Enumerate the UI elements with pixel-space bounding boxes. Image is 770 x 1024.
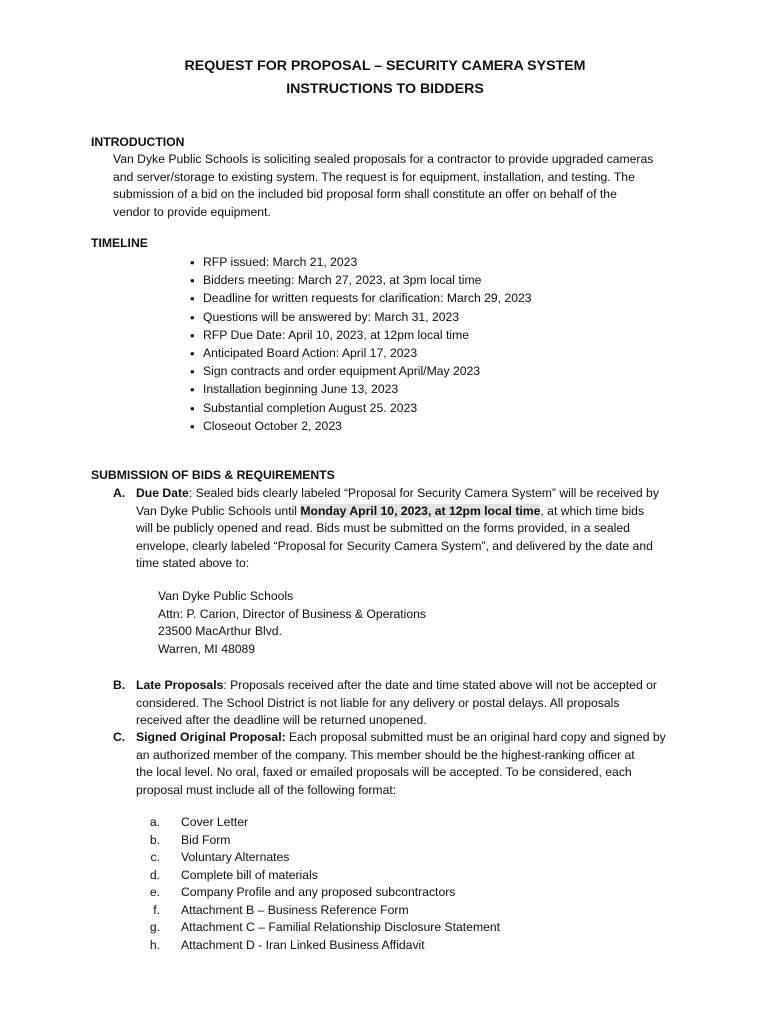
item-c-line: an authorized member of the company. This member should be the highest-ranking officer at [136, 747, 635, 762]
intro-line: submission of a bid on the included bid proposal form shall constitute an offer on behalf of the [113, 187, 617, 201]
item-c-text: Each proposal submitted must be an original hard copy and signed by [285, 730, 666, 744]
item-c-line: the local level. No oral, faxed or emailed proposals will be accepted. To be considered, each [136, 765, 632, 779]
timeline-item: • Substantial completion August 25. 2023 [190, 400, 532, 418]
address-line: 23500 MacArthur Blvd. [158, 624, 282, 638]
timeline-item: • Bidders meeting: March 27, 2023, at 3pm local time [190, 272, 532, 290]
item-b-line: received after the deadline will be returned unopened. [136, 713, 427, 727]
timeline-item: • Sign contracts and order equipment April/May 2023 [190, 363, 532, 381]
item-b-paragraph [136, 677, 657, 730]
item-a-text: , at which time bids [540, 503, 645, 518]
item-a-label: Due Date [136, 486, 189, 500]
address-line: Attn: P. Carion, Director of Business & Operations [158, 606, 427, 621]
timeline-item: • Questions will be answered by: March 31, 2023 [190, 309, 532, 327]
timeline-item: • Closeout October 2, 2023 [190, 418, 532, 436]
item-a-paragraph [136, 485, 659, 573]
introduction-heading: INTRODUCTION [91, 135, 185, 149]
item-a-text: : Sealed bids clearly labeled “Proposal for Security Camera System” will be received by [188, 486, 659, 500]
item-a-line: envelope, clearly labeled “Proposal for Security Camera System”, and delivered by the date and [136, 538, 653, 553]
timeline-item: • Installation beginning June 13, 2023 [190, 381, 532, 399]
timeline-item: • Anticipated Board Action: April 17, 2023 [190, 345, 532, 363]
item-c-line: proposal must include all of the following format: [136, 782, 397, 797]
intro-line: and server/storage to existing system. The request is for equipment, installation, and testing. The [113, 169, 635, 184]
mailing-address [158, 588, 426, 658]
item-a-text: Van Dyke Public Schools until [136, 503, 301, 518]
item-c-label: Signed Original Proposal: [136, 730, 286, 744]
item-b-text: : Proposals received after the date and time stated above will not be accepted or [223, 678, 657, 692]
introduction-paragraph [113, 151, 653, 221]
timeline-list [190, 254, 532, 436]
timeline-item: • RFP issued: March 21, 2023 [190, 254, 532, 272]
timeline-item: • RFP Due Date: April 10, 2023, at 12pm local time [190, 327, 532, 345]
item-a-line: time stated above to: [136, 556, 250, 570]
item-c-letter: C. [113, 730, 126, 744]
timeline-item: • Deadline for written requests for clarification: March 29, 2023 [190, 290, 532, 308]
address-line: Warren, MI 48089 [158, 641, 256, 656]
submission-heading: SUBMISSION OF BIDS & REQUIREMENTS [91, 468, 335, 482]
document-page: REQUEST FOR PROPOSAL – SECURITY CAMERA SYSTEM INSTRUCTIONS TO BIDDERS INTRODUCTION Van Dyke Public Schools is soliciting sealed proposals for a contractor to provide upgraded cameras and server/storage to existing system. The request is for equipment, installation, and testing. The submission of a bid on the included bid proposal form shall constitute an offer on behalf of the vendor to provide equipment. TIMELINE • RFP issued: March 21, 2023 • Bidders meeting: March 27, 2023, at 3pm local time • Deadline for written requests for clarification: March 29, 2023 • Questions will be answered by: March 31, 2023 • RFP Due Date: April 10, 2023, at 12pm local time • Anticipated Board Action: April 17, 2023 • Sign contracts and order equipment April/May 2023 • Installation beginning June 13, 2023 • Substantial completion August 25. 2023 • Closeout October 2, 2023 SUBMISSION OF BIDS & REQUIREMENTS A. Due Date: Sealed bids clearly labeled “Proposal for Security Camera System” will be received by Van Dyke Public Schools until Monday April 10, 2023, at 12pm local time, at which time bids will be publicly opened and read. Bids must be submitted on the forms provided, in a sealed envelope, clearly labeled “Proposal for Security Camera System”, and delivered by the date and time stated above to: Van Dyke Public Schools Attn: P. Carion, Director of Business & Operations 23500 MacArthur Blvd. Warren, MI 48089 B. Late Proposals: Proposals received after the date and time stated above will not be accepted or considered. The School District is not liable for any delivery or postal delays. All proposals received after the deadline will be returned unopened. C. Signed Original Proposal: Each proposal submitted must be an original hard copy and signed by an authorized member of the company. This member should be the highest-ranking officer at the local level. No oral, faxed or emailed proposals will be accepted. To be considered, each proposal must include all of the following format: a. Cover Letter b. Bid Form c. Voluntary Alternates d. Complete bill of materials e. Company Profile and any proposed subcontractors f. Attachment B – Business Reference Form g. Attachment C – Familial Relationship Disclosure Statement h. Attachment D - Iran Linked Business Affidavit [0, 0, 770, 1024]
item-b-label: Late Proposals [136, 678, 224, 692]
item-a-letter: A. [113, 486, 126, 500]
item-b-line: considered. The School District is not liable for any delivery or postal delays. All proposals [136, 695, 620, 710]
document-title: REQUEST FOR PROPOSAL – SECURITY CAMERA SYSTEM [184, 58, 586, 74]
item-c-paragraph [136, 729, 666, 799]
address-line: Van Dyke Public Schools [158, 589, 294, 603]
intro-line: Van Dyke Public Schools is soliciting sealed proposals for a contractor to provide upgraded cameras [113, 152, 654, 166]
timeline-heading: TIMELINE [91, 236, 148, 250]
intro-line: vendor to provide equipment. [113, 204, 271, 219]
item-b-letter: B. [113, 678, 126, 692]
item-a-line: will be publicly opened and read. Bids must be submitted on the forms provided, in a sealed [136, 521, 630, 535]
document-subtitle: INSTRUCTIONS TO BIDDERS [286, 81, 484, 97]
due-date-highlight: Monday April 10, 2023, at 12pm local time [300, 503, 541, 518]
